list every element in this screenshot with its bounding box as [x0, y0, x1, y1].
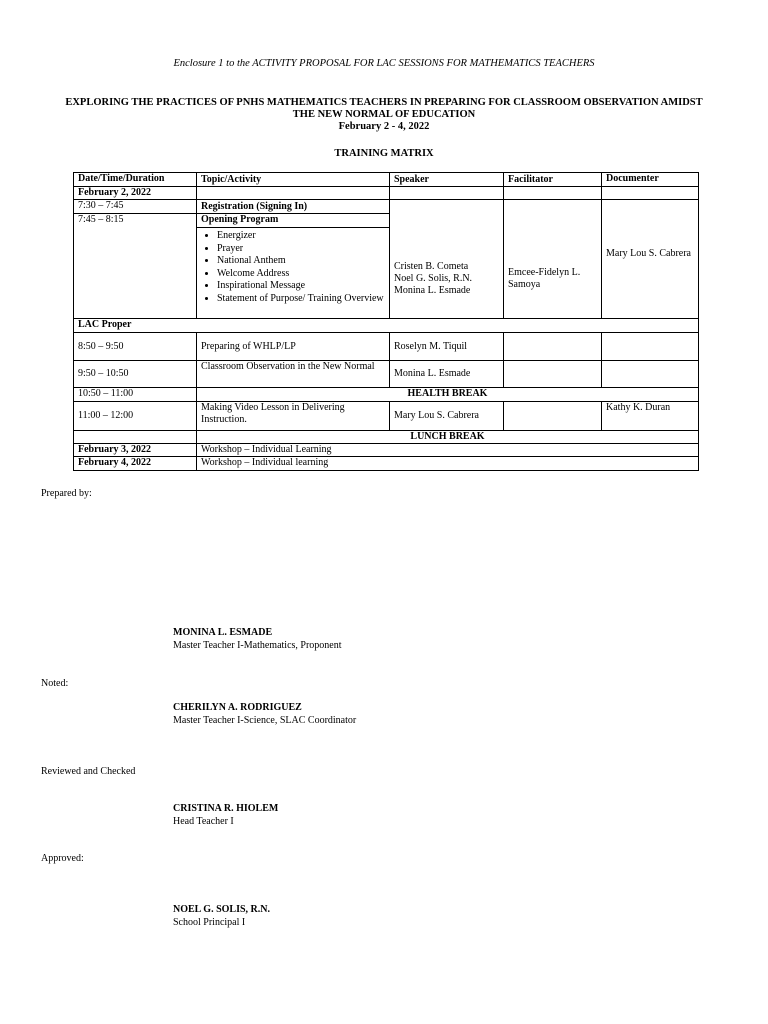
empty-cell	[602, 187, 699, 200]
title-line-2: THE NEW NORMAL OF EDUCATION	[292, 109, 476, 120]
noted-label: Noted:	[41, 678, 69, 689]
speaker-cell	[390, 200, 504, 319]
speaker-name: Noel G. Solis, R.N.	[394, 273, 473, 284]
prepared-label: Prepared by:	[41, 488, 92, 499]
matrix-heading: TRAINING MATRIX	[334, 148, 434, 159]
time-cell: 7:30 – 7:45	[74, 200, 197, 214]
speaker-cell: Roselyn M. Tiquil	[390, 333, 504, 361]
document-title	[40, 97, 728, 133]
reviewed-name: CRISTINA R. HIOLEM	[173, 803, 279, 814]
topic-cell: Opening Program	[197, 214, 390, 228]
topic-cell: Workshop – Individual learning	[197, 457, 699, 471]
table-header-row	[74, 173, 699, 187]
reviewed-role: Head Teacher I	[173, 816, 234, 827]
break-label: HEALTH BREAK	[197, 388, 699, 402]
speaker-name: Monina L. Esmade	[394, 285, 471, 296]
speaker-cell: Mary Lou S. Cabrera	[390, 402, 504, 431]
approved-label: Approved:	[41, 853, 84, 864]
header-cell: Speaker	[390, 173, 504, 187]
facilitator-cell	[504, 361, 602, 388]
time-cell: 9:50 – 10:50	[74, 361, 197, 388]
table-row	[74, 361, 699, 388]
prepared-role: Master Teacher I-Mathematics, Proponent	[173, 640, 342, 651]
documenter-cell: Kathy K. Duran	[602, 402, 699, 431]
table-row	[74, 319, 699, 333]
topic-cell: Making Video Lesson in Delivering Instruction.	[197, 402, 390, 431]
documenter-cell: Mary Lou S. Cabrera	[602, 200, 699, 319]
enclosure-note: Enclosure 1 to the ACTIVITY PROPOSAL FOR LAC SESSIONS FOR MATHEMATICS TEACHERS	[173, 58, 595, 69]
table-row	[74, 388, 699, 402]
time-cell: 7:45 – 8:15	[74, 214, 197, 319]
table-row	[74, 444, 699, 457]
topic-cell: Registration (Signing In)	[197, 200, 390, 214]
topic-cell: Classroom Observation in the New Normal	[197, 361, 390, 388]
topic-cell: Workshop – Individual Learning	[197, 444, 699, 457]
topic-cell: Preparing of WHLP/LP	[197, 333, 390, 361]
empty-cell	[74, 431, 197, 444]
speaker-cell: Monina L. Esmade	[390, 361, 504, 388]
list-item: • Statement of Purpose/ Training Overview	[217, 293, 385, 306]
time-cell: 10:50 – 11:00	[74, 388, 197, 402]
header-cell: Facilitator	[504, 173, 602, 187]
empty-cell	[504, 187, 602, 200]
opening-items-list	[201, 230, 385, 305]
date-cell: February 2, 2022	[74, 187, 197, 200]
opening-items-cell	[197, 228, 390, 319]
time-cell: 8:50 – 9:50	[74, 333, 197, 361]
noted-name: CHERILYN A. RODRIGUEZ	[173, 702, 302, 713]
speaker-name: Cristen B. Cometa	[394, 261, 469, 272]
list-item: • National Anthem	[217, 255, 385, 268]
facilitator-cell: Emcee-Fidelyn L. Samoya	[504, 200, 602, 319]
table-row	[74, 187, 699, 200]
reviewed-label: Reviewed and Checked	[41, 766, 136, 777]
time-cell: 11:00 – 12:00	[74, 402, 197, 431]
table-row	[74, 333, 699, 361]
list-item: • Energizer	[217, 230, 385, 243]
list-item: • Inspirational Message	[217, 280, 385, 293]
empty-cell	[197, 187, 390, 200]
table-row	[74, 200, 699, 214]
header-cell: Topic/Activity	[197, 173, 390, 187]
noted-role: Master Teacher I-Science, SLAC Coordinator	[173, 715, 357, 726]
facilitator-cell	[504, 333, 602, 361]
documenter-cell	[602, 361, 699, 388]
empty-cell	[504, 402, 602, 431]
title-dates: February 2 - 4, 2022	[338, 121, 430, 132]
date-cell: February 3, 2022	[74, 444, 197, 457]
training-matrix-table	[73, 172, 699, 471]
date-cell: February 4, 2022	[74, 457, 197, 471]
approved-role: School Principal I	[173, 917, 246, 928]
list-item: • Welcome Address	[217, 268, 385, 281]
break-label: LUNCH BREAK	[197, 431, 699, 444]
empty-cell	[390, 187, 504, 200]
approved-name: NOEL G. SOLIS, R.N.	[173, 904, 270, 915]
header-cell: Date/Time/Duration	[74, 173, 197, 187]
header-cell: Documenter	[602, 173, 699, 187]
table-row	[74, 457, 699, 471]
title-line-1: EXPLORING THE PRACTICES OF PNHS MATHEMATICS TEACHERS IN PREPARING FOR CLASSROOM OBSERVATION AMIDST	[65, 97, 703, 108]
list-item: • Prayer	[217, 243, 385, 256]
section-label: LAC Proper	[74, 319, 699, 333]
prepared-name: MONINA L. ESMADE	[173, 627, 273, 638]
table-row	[74, 431, 699, 444]
table-row	[74, 402, 699, 431]
documenter-cell	[602, 333, 699, 361]
